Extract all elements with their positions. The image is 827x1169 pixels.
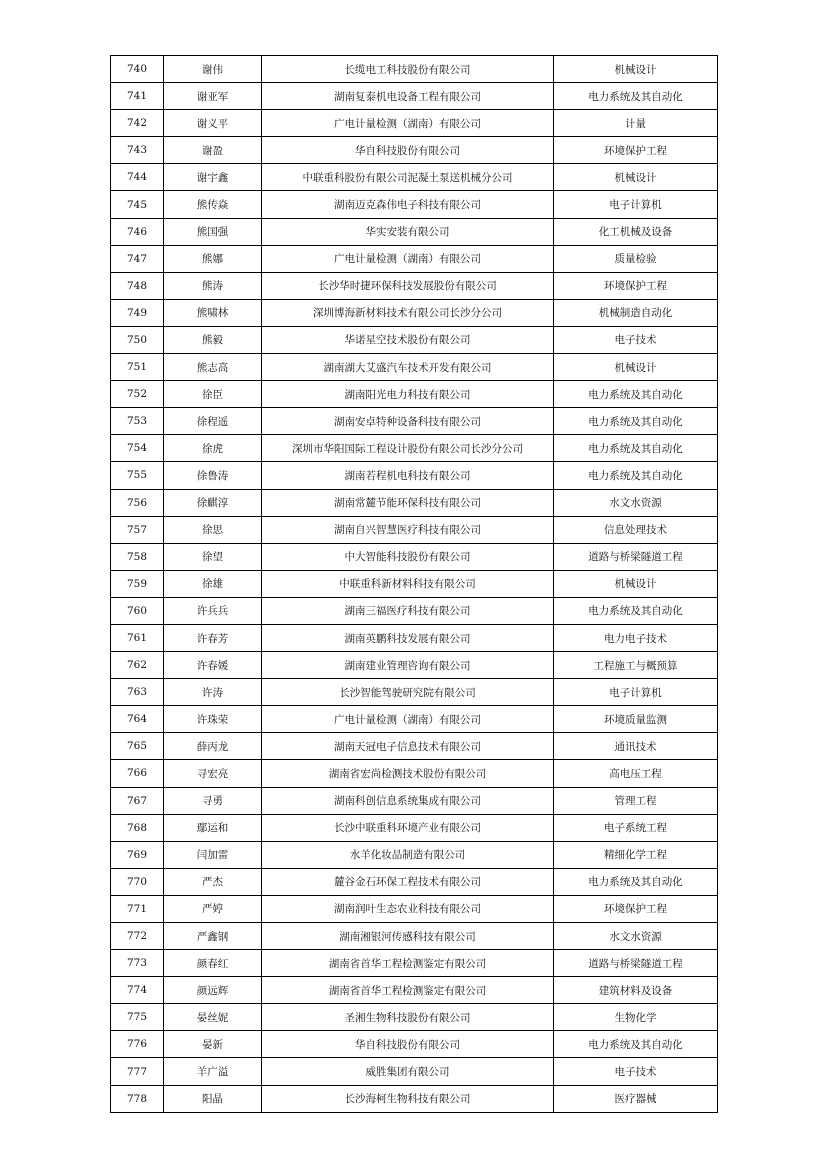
row-number-cell: 759 (111, 570, 164, 597)
table-row (111, 895, 718, 922)
specialty-cell: 计量 (554, 110, 718, 137)
roster-table-body (111, 56, 718, 1113)
row-number-cell: 768 (111, 814, 164, 841)
row-number-cell: 774 (111, 977, 164, 1004)
company-name-cell: 长沙中联重科环境产业有限公司 (262, 814, 554, 841)
row-number-cell: 775 (111, 1004, 164, 1031)
row-number-cell: 778 (111, 1085, 164, 1112)
specialty-cell: 道路与桥梁隧道工程 (554, 543, 718, 570)
person-name-cell: 颜远辉 (164, 977, 262, 1004)
table-row (111, 164, 718, 191)
specialty-cell: 高电压工程 (554, 760, 718, 787)
company-name-cell: 麓谷金石环保工程技术有限公司 (262, 868, 554, 895)
row-number-cell: 769 (111, 841, 164, 868)
person-name-cell: 严杰 (164, 868, 262, 895)
row-number-cell: 754 (111, 435, 164, 462)
specialty-cell: 机械设计 (554, 570, 718, 597)
row-number-cell: 742 (111, 110, 164, 137)
specialty-cell: 机械设计 (554, 56, 718, 83)
specialty-cell: 管理工程 (554, 787, 718, 814)
specialty-cell: 机械设计 (554, 354, 718, 381)
row-number-cell: 744 (111, 164, 164, 191)
person-name-cell: 谢盈 (164, 137, 262, 164)
table-row (111, 354, 718, 381)
company-name-cell: 湖南阳光电力科技有限公司 (262, 381, 554, 408)
person-name-cell: 熊娜 (164, 245, 262, 272)
person-name-cell: 许春媛 (164, 652, 262, 679)
table-row (111, 570, 718, 597)
row-number-cell: 745 (111, 191, 164, 218)
company-name-cell: 湖南省宏尚检测技术股份有限公司 (262, 760, 554, 787)
row-number-cell: 741 (111, 83, 164, 110)
specialty-cell: 电力系统及其自动化 (554, 462, 718, 489)
row-number-cell: 766 (111, 760, 164, 787)
specialty-cell: 环境质量监测 (554, 706, 718, 733)
specialty-cell: 电子计算机 (554, 679, 718, 706)
company-name-cell: 湖南省首华工程检测鉴定有限公司 (262, 950, 554, 977)
person-name-cell: 许涛 (164, 679, 262, 706)
table-row (111, 1004, 718, 1031)
person-name-cell: 羊广溢 (164, 1058, 262, 1085)
row-number-cell: 751 (111, 354, 164, 381)
specialty-cell: 电力系统及其自动化 (554, 868, 718, 895)
company-name-cell: 湖南若程机电科技有限公司 (262, 462, 554, 489)
company-name-cell: 华自科技股份有限公司 (262, 137, 554, 164)
table-row (111, 652, 718, 679)
row-number-cell: 777 (111, 1058, 164, 1085)
person-name-cell: 闫加雷 (164, 841, 262, 868)
roster-table (110, 55, 718, 1113)
person-name-cell: 薛丙龙 (164, 733, 262, 760)
table-row (111, 56, 718, 83)
company-name-cell: 广电计量检测（湖南）有限公司 (262, 706, 554, 733)
company-name-cell: 湖南建业管理咨询有限公司 (262, 652, 554, 679)
row-number-cell: 763 (111, 679, 164, 706)
row-number-cell: 758 (111, 543, 164, 570)
person-name-cell: 谢宇鑫 (164, 164, 262, 191)
company-name-cell: 湖南湘银河传感科技有限公司 (262, 923, 554, 950)
specialty-cell: 质量检验 (554, 245, 718, 272)
specialty-cell: 信息处理技术 (554, 516, 718, 543)
company-name-cell: 中大智能科技股份有限公司 (262, 543, 554, 570)
row-number-cell: 771 (111, 895, 164, 922)
table-row (111, 814, 718, 841)
table-row (111, 83, 718, 110)
specialty-cell: 电力系统及其自动化 (554, 381, 718, 408)
company-name-cell: 长沙海柯生物科技有限公司 (262, 1085, 554, 1112)
row-number-cell: 743 (111, 137, 164, 164)
row-number-cell: 747 (111, 245, 164, 272)
specialty-cell: 精细化学工程 (554, 841, 718, 868)
company-name-cell: 湖南科创信息系统集成有限公司 (262, 787, 554, 814)
company-name-cell: 湖南三福医疗科技有限公司 (262, 597, 554, 624)
specialty-cell: 道路与桥梁隧道工程 (554, 950, 718, 977)
table-row (111, 245, 718, 272)
company-name-cell: 中联重科股份有限公司泥凝土泵送机械分公司 (262, 164, 554, 191)
specialty-cell: 电子技术 (554, 1058, 718, 1085)
company-name-cell: 湖南湖大艾盛汽车技术开发有限公司 (262, 354, 554, 381)
person-name-cell: 熊国强 (164, 218, 262, 245)
table-row (111, 435, 718, 462)
row-number-cell: 756 (111, 489, 164, 516)
row-number-cell: 770 (111, 868, 164, 895)
specialty-cell: 环境保护工程 (554, 137, 718, 164)
table-row (111, 489, 718, 516)
company-name-cell: 湖南安卓特种设备科技有限公司 (262, 408, 554, 435)
company-name-cell: 深圳博海新材料技术有限公司长沙分公司 (262, 299, 554, 326)
specialty-cell: 电力系统及其自动化 (554, 1031, 718, 1058)
person-name-cell: 许兵兵 (164, 597, 262, 624)
table-row (111, 950, 718, 977)
table-row (111, 408, 718, 435)
person-name-cell: 熊毅 (164, 326, 262, 353)
row-number-cell: 749 (111, 299, 164, 326)
row-number-cell: 753 (111, 408, 164, 435)
person-name-cell: 谢义平 (164, 110, 262, 137)
person-name-cell: 晏丝妮 (164, 1004, 262, 1031)
person-name-cell: 晏新 (164, 1031, 262, 1058)
row-number-cell: 755 (111, 462, 164, 489)
company-name-cell: 湖南迈克森伟电子科技有限公司 (262, 191, 554, 218)
table-row (111, 137, 718, 164)
company-name-cell: 华实安装有限公司 (262, 218, 554, 245)
table-row (111, 543, 718, 570)
company-name-cell: 湖南省首华工程检测鉴定有限公司 (262, 977, 554, 1004)
person-name-cell: 严婷 (164, 895, 262, 922)
person-name-cell: 熊涛 (164, 272, 262, 299)
company-name-cell: 水羊化妆品制造有限公司 (262, 841, 554, 868)
table-row (111, 760, 718, 787)
company-name-cell: 长沙智能驾驶研究院有限公司 (262, 679, 554, 706)
table-row (111, 299, 718, 326)
specialty-cell: 电子技术 (554, 326, 718, 353)
table-row (111, 706, 718, 733)
specialty-cell: 电力系统及其自动化 (554, 408, 718, 435)
table-row (111, 191, 718, 218)
specialty-cell: 建筑材料及设备 (554, 977, 718, 1004)
person-name-cell: 徐麒淳 (164, 489, 262, 516)
row-number-cell: 748 (111, 272, 164, 299)
table-row (111, 218, 718, 245)
company-name-cell: 广电计量检测（湖南）有限公司 (262, 245, 554, 272)
table-row (111, 272, 718, 299)
table-row (111, 1085, 718, 1112)
row-number-cell: 776 (111, 1031, 164, 1058)
table-row (111, 1058, 718, 1085)
specialty-cell: 电力系统及其自动化 (554, 83, 718, 110)
company-name-cell: 圣湘生物科技股份有限公司 (262, 1004, 554, 1031)
company-name-cell: 湖南天冠电子信息技术有限公司 (262, 733, 554, 760)
specialty-cell: 电子系统工程 (554, 814, 718, 841)
row-number-cell: 757 (111, 516, 164, 543)
specialty-cell: 化工机械及设备 (554, 218, 718, 245)
table-row (111, 977, 718, 1004)
person-name-cell: 徐思 (164, 516, 262, 543)
specialty-cell: 水文水资源 (554, 489, 718, 516)
row-number-cell: 740 (111, 56, 164, 83)
specialty-cell: 电力电子技术 (554, 624, 718, 651)
row-number-cell: 760 (111, 597, 164, 624)
company-name-cell: 湖南复泰机电设备工程有限公司 (262, 83, 554, 110)
person-name-cell: 颜春红 (164, 950, 262, 977)
table-row (111, 462, 718, 489)
specialty-cell: 机械设计 (554, 164, 718, 191)
table-row (111, 624, 718, 651)
person-name-cell: 谢伟 (164, 56, 262, 83)
table-row (111, 733, 718, 760)
specialty-cell: 通讯技术 (554, 733, 718, 760)
table-row (111, 1031, 718, 1058)
table-row (111, 841, 718, 868)
company-name-cell: 深圳市华阳国际工程设计股份有限公司长沙分公司 (262, 435, 554, 462)
row-number-cell: 761 (111, 624, 164, 651)
row-number-cell: 750 (111, 326, 164, 353)
person-name-cell: 阳晶 (164, 1085, 262, 1112)
person-name-cell: 熊啸林 (164, 299, 262, 326)
table-row (111, 597, 718, 624)
company-name-cell: 湖南润叶生态农业科技有限公司 (262, 895, 554, 922)
row-number-cell: 746 (111, 218, 164, 245)
company-name-cell: 湖南英鹏科技发展有限公司 (262, 624, 554, 651)
person-name-cell: 徐鲁涛 (164, 462, 262, 489)
person-name-cell: 寻勇 (164, 787, 262, 814)
person-name-cell: 许春芳 (164, 624, 262, 651)
specialty-cell: 生物化学 (554, 1004, 718, 1031)
company-name-cell: 威胜集团有限公司 (262, 1058, 554, 1085)
specialty-cell: 电力系统及其自动化 (554, 597, 718, 624)
person-name-cell: 徐臣 (164, 381, 262, 408)
person-name-cell: 徐虎 (164, 435, 262, 462)
table-row (111, 679, 718, 706)
person-name-cell: 徐程遥 (164, 408, 262, 435)
company-name-cell: 华自科技股份有限公司 (262, 1031, 554, 1058)
person-name-cell: 徐望 (164, 543, 262, 570)
specialty-cell: 电力系统及其自动化 (554, 435, 718, 462)
table-row (111, 787, 718, 814)
person-name-cell: 寻宏亮 (164, 760, 262, 787)
specialty-cell: 环境保护工程 (554, 895, 718, 922)
person-name-cell: 严鑫钢 (164, 923, 262, 950)
table-row (111, 110, 718, 137)
row-number-cell: 762 (111, 652, 164, 679)
person-name-cell: 徐雄 (164, 570, 262, 597)
person-name-cell: 鄢运和 (164, 814, 262, 841)
company-name-cell: 湖南常麓节能环保科技有限公司 (262, 489, 554, 516)
person-name-cell: 熊志高 (164, 354, 262, 381)
company-name-cell: 湖南自兴智慧医疗科技有限公司 (262, 516, 554, 543)
company-name-cell: 华诺星空技术股份有限公司 (262, 326, 554, 353)
specialty-cell: 电子计算机 (554, 191, 718, 218)
person-name-cell: 熊传焱 (164, 191, 262, 218)
row-number-cell: 772 (111, 923, 164, 950)
row-number-cell: 752 (111, 381, 164, 408)
row-number-cell: 773 (111, 950, 164, 977)
company-name-cell: 广电计量检测（湖南）有限公司 (262, 110, 554, 137)
table-row (111, 326, 718, 353)
table-row (111, 868, 718, 895)
specialty-cell: 医疗器械 (554, 1085, 718, 1112)
person-name-cell: 许珠荣 (164, 706, 262, 733)
specialty-cell: 环境保护工程 (554, 272, 718, 299)
specialty-cell: 工程施工与概预算 (554, 652, 718, 679)
company-name-cell: 长沙华时捷环保科技发展股份有限公司 (262, 272, 554, 299)
table-row (111, 516, 718, 543)
row-number-cell: 764 (111, 706, 164, 733)
table-row (111, 923, 718, 950)
row-number-cell: 767 (111, 787, 164, 814)
company-name-cell: 中联重科新材料科技有限公司 (262, 570, 554, 597)
company-name-cell: 长缆电工科技股份有限公司 (262, 56, 554, 83)
specialty-cell: 水文水资源 (554, 923, 718, 950)
specialty-cell: 机械制造自动化 (554, 299, 718, 326)
table-row (111, 381, 718, 408)
row-number-cell: 765 (111, 733, 164, 760)
person-name-cell: 谢亚军 (164, 83, 262, 110)
